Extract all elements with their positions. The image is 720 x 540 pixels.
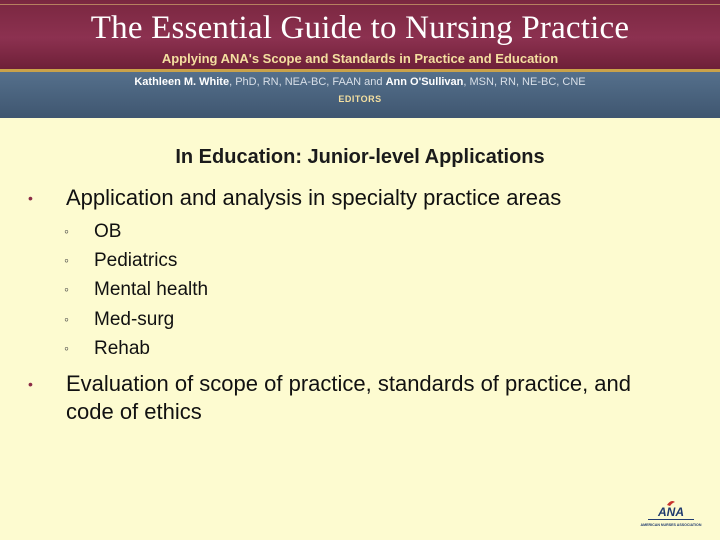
sublist-item bbox=[64, 334, 208, 363]
sublist-item bbox=[64, 275, 208, 304]
bullet-item bbox=[28, 370, 668, 426]
sublist-item-text: Rehab bbox=[94, 337, 150, 359]
slide-title: In Education: Junior-level Applications bbox=[175, 146, 545, 168]
author2-credentials: , MSN, RN, NE-BC, CNE bbox=[463, 76, 586, 88]
editors-label: EDITORS bbox=[338, 94, 382, 104]
hollow-bullet-icon: ◦ bbox=[64, 281, 69, 298]
sublist-item-text: OB bbox=[94, 221, 122, 242]
bullet-dot-icon: • bbox=[28, 190, 33, 206]
ana-logo-abbr: ANA bbox=[658, 505, 684, 519]
hollow-bullet-icon: ◦ bbox=[64, 252, 69, 269]
bullet-dot-icon: • bbox=[28, 376, 33, 392]
sublist-item bbox=[64, 217, 208, 246]
author1-credentials: , PhD, RN, NEA-BC, FAAN bbox=[229, 76, 362, 88]
authors-line bbox=[0, 76, 720, 88]
ana-logo-icon bbox=[640, 498, 702, 530]
bullet-text: Application and analysis in specialty practice areas bbox=[66, 185, 562, 210]
bullet-item bbox=[28, 184, 648, 212]
hollow-bullet-icon: ◦ bbox=[64, 310, 69, 327]
specialty-sublist bbox=[64, 217, 208, 363]
sublist-item-text: Mental health bbox=[94, 279, 209, 301]
author2-name: Ann O'Sullivan bbox=[385, 76, 464, 88]
book-title: The Essential Guide to Nursing Practice bbox=[90, 10, 630, 46]
sublist-item bbox=[64, 305, 208, 334]
ana-logo-rule bbox=[648, 519, 694, 520]
hollow-bullet-icon: ◦ bbox=[64, 223, 69, 239]
hollow-bullet-icon: ◦ bbox=[64, 339, 69, 356]
authors-and: and bbox=[361, 76, 386, 88]
author1-name: Kathleen M. White bbox=[134, 76, 230, 88]
book-subtitle: Applying ANA's Scope and Standards in Practice and Education bbox=[161, 51, 559, 66]
sublist-item bbox=[64, 246, 208, 275]
sublist-item-text: Pediatrics bbox=[94, 250, 178, 272]
sublist-item-text: Med-surg bbox=[94, 308, 175, 330]
ana-logo-name: AMERICAN NURSES ASSOCIATION bbox=[640, 523, 702, 527]
header-banner bbox=[0, 0, 720, 118]
bullet-text: Evaluation of scope of practice, standards of practice, and code of ethics bbox=[66, 371, 631, 424]
